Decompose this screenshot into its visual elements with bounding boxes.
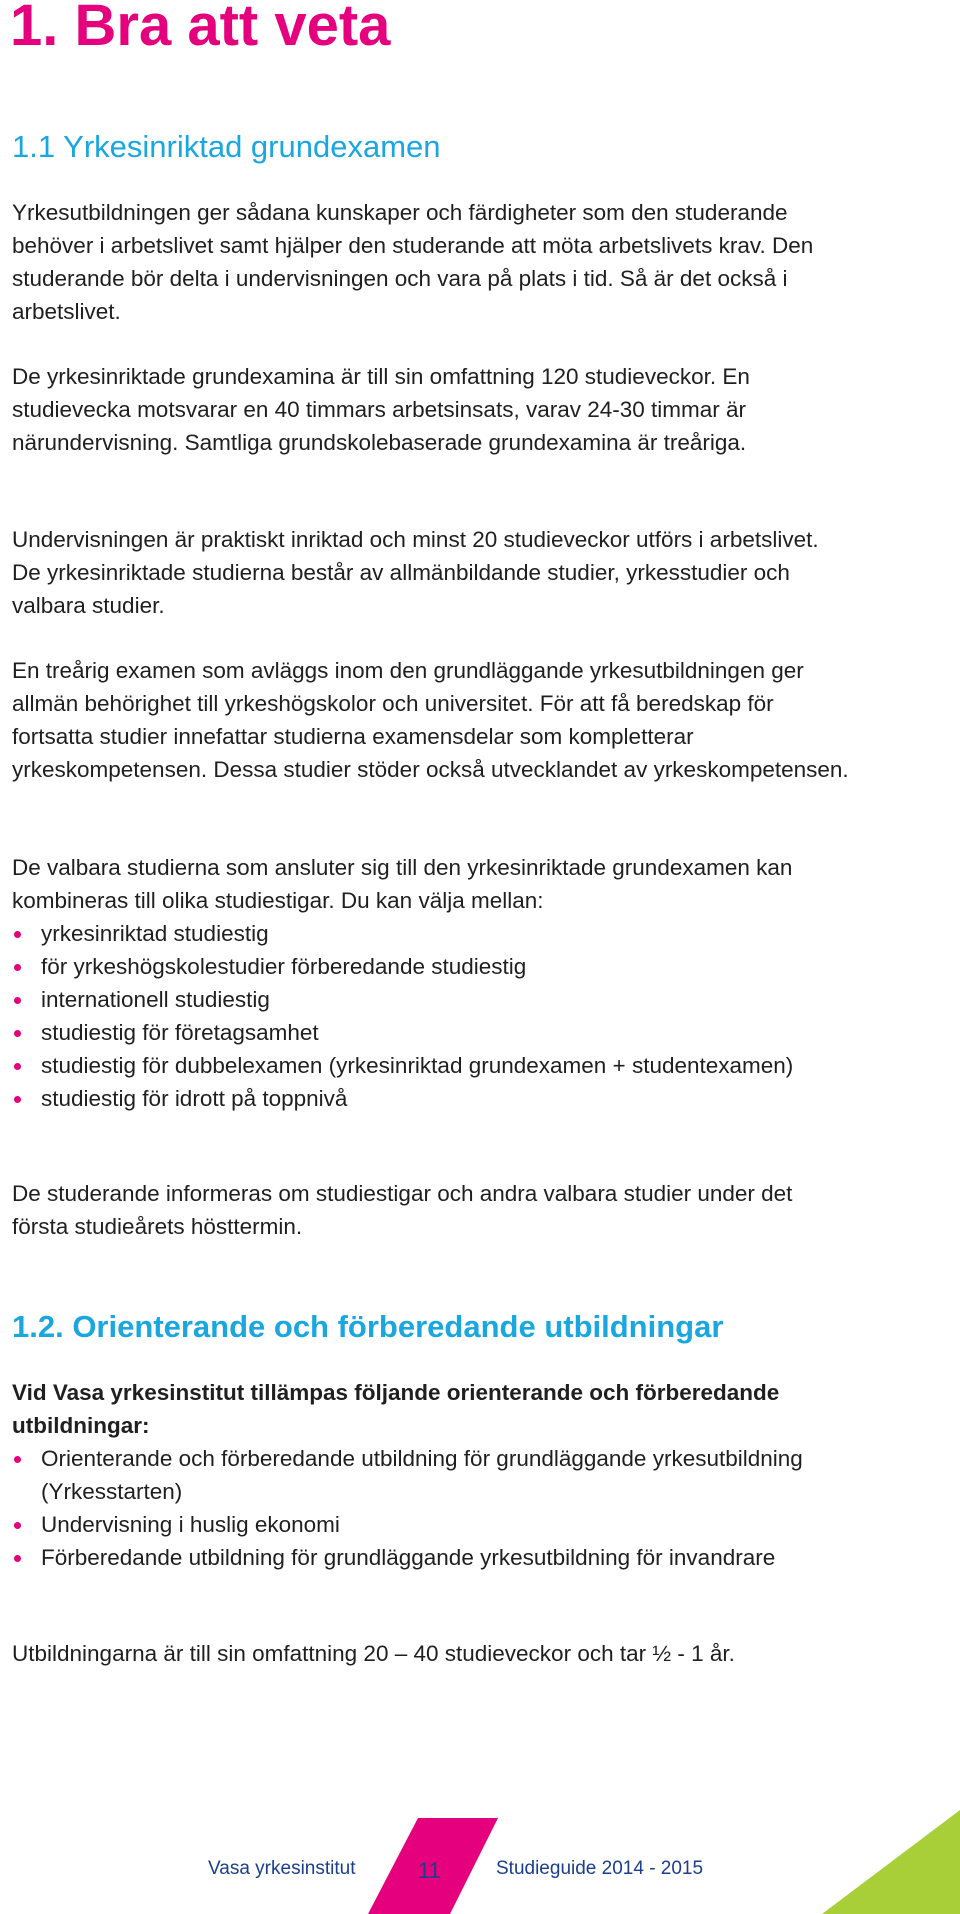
section1-paragraph-4 bbox=[12, 654, 852, 786]
paragraph: De yrkesinriktade grundexamina är till sin omfattning 120 studieveckor. En studievecka motsvarar en 40 timmars arbetsinsats, varav 24-30 timmar är närundervisning. Samtliga grundskolebaserade grundexamina är treåriga. bbox=[12, 364, 750, 455]
lead-paragraph: Vid Vasa yrkesinstitut tillämpas följande orienterande och förberedande utbildningar: bbox=[12, 1380, 780, 1438]
list-item: studiestig för idrott på toppnivå bbox=[12, 1082, 852, 1115]
section2-content bbox=[12, 1376, 852, 1574]
section2-closing bbox=[12, 1637, 852, 1670]
bullet-icon bbox=[14, 1522, 21, 1529]
list-item: för yrkeshögskolestudier förberedande studiestig bbox=[12, 950, 852, 983]
list-item: studiestig för dubbelexamen (yrkesinriktad grundexamen + studentexamen) bbox=[12, 1049, 852, 1082]
bullet-icon bbox=[14, 1456, 21, 1463]
list-item: internationell studiestig bbox=[12, 983, 852, 1016]
footer-guide-title: Studieguide 2014 - 2015 bbox=[496, 1858, 704, 1879]
bullet-icon bbox=[14, 931, 21, 938]
section1-paragraph-1 bbox=[12, 196, 852, 328]
chapter-title: 1. Bra att veta bbox=[10, 0, 391, 58]
paragraph: Undervisningen är praktiskt inriktad och minst 20 studieveckor utförs i arbetslivet. De yrkesinriktade studierna består av allmänbildande studier, yrkesstudier och valbara studier. bbox=[12, 527, 819, 618]
paragraph: Utbildningarna är till sin omfattning 20 – 40 studieveckor och tar ½ - 1 år. bbox=[12, 1641, 735, 1666]
section1-paragraph-5 bbox=[12, 851, 852, 1115]
section1-paragraph-2 bbox=[12, 360, 852, 459]
paragraph: En treårig examen som avläggs inom den grundläggande yrkesutbildningen ger allmän behörighet till yrkeshögskolor och universitet. För att få beredskap för fortsatta studier innefattar studierna examensdelar som kompletterar yrkeskompetensen. Dessa studier stöder också utvecklandet av yrkeskompetensen. bbox=[12, 658, 849, 782]
list-item: Undervisning i huslig ekonomi bbox=[12, 1508, 852, 1541]
paragraph: De valbara studierna som ansluter sig till den yrkesinriktade grundexamen kan kombineras till olika studiestigar. Du kan välja mellan: bbox=[12, 855, 793, 913]
page-number: 11 bbox=[418, 1858, 441, 1883]
bullet-icon bbox=[14, 1096, 21, 1103]
section1-paragraph-3 bbox=[12, 523, 852, 622]
list-item: Förberedande utbildning för grundläggande yrkesutbildning för invandrare bbox=[12, 1541, 852, 1574]
utbildningar-list bbox=[12, 1442, 852, 1574]
bullet-icon bbox=[14, 964, 21, 971]
paragraph: Yrkesutbildningen ger sådana kunskaper och färdigheter som den studerande behöver i arbetslivet samt hjälper den studerande att möta arbetslivets krav. Den studerande bör delta i undervisningen och vara på plats i tid. Så är det också i arbetslivet. bbox=[12, 200, 814, 324]
list-item: yrkesinriktad studiestig bbox=[12, 917, 852, 950]
bullet-icon bbox=[14, 1030, 21, 1037]
bullet-icon bbox=[14, 997, 21, 1004]
studiestig-list bbox=[12, 917, 852, 1115]
section-heading-1-2: 1.2. Orienterande och förberedande utbildningar bbox=[12, 1309, 724, 1344]
paragraph: De studerande informeras om studiestigar och andra valbara studier under det första studieårets hösttermin. bbox=[12, 1181, 793, 1239]
list-item: Orienterande och förberedande utbildning för grundläggande yrkesutbildning (Yrkesstarten) bbox=[12, 1442, 852, 1508]
page-footer bbox=[0, 1800, 960, 1914]
green-corner-shape bbox=[822, 1810, 960, 1914]
bullet-icon bbox=[14, 1063, 21, 1070]
section-heading-1-1: 1.1 Yrkesinriktad grundexamen bbox=[12, 129, 441, 164]
section1-paragraph-6 bbox=[12, 1177, 852, 1243]
bullet-icon bbox=[14, 1555, 21, 1562]
footer-institution: Vasa yrkesinstitut bbox=[208, 1858, 356, 1879]
footer-decoration bbox=[0, 1800, 960, 1914]
list-item: studiestig för företagsamhet bbox=[12, 1016, 852, 1049]
